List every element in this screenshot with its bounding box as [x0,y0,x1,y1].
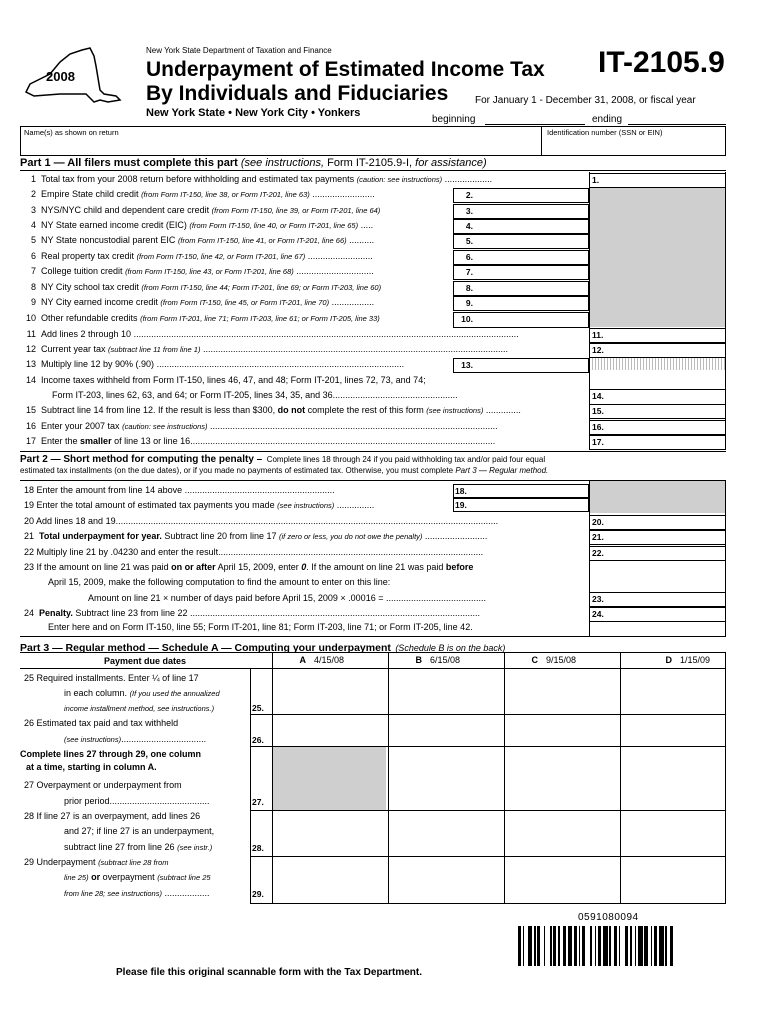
line-18-box-label: 18. [455,486,467,496]
line-28a: 28 If line 27 is an overpayment, add lines 26 [24,811,201,821]
part2-title: Part 2 — Short method for computing the penalty – Complete lines 18 through 24 if you paid withholding tax and/or paid four equal [20,454,546,465]
jurisdiction-yonkers: Yonkers [317,107,361,119]
barcode-bar [638,926,643,966]
line-24: 24 Penalty. Subtract line 23 from line 22 .................................................................................................................... [24,608,481,618]
barcode-bar [670,926,673,966]
barcode-bar [568,926,573,966]
line-6-field[interactable] [453,250,589,265]
part2-desc: estimated tax installments (on the due dates), or if you made no payments of estimated tax. Otherwise, you must complete Part 3 — Regular method. [20,466,549,475]
barcode-bar [609,926,611,966]
complete-note-2: at a time, starting in column A. [26,762,157,772]
line-4-field[interactable] [453,219,589,234]
line-10-field[interactable] [453,312,589,328]
part1-line-11: 11 Add lines 2 through 10 .......................................................................................................................................................... [26,329,519,339]
line-14-box-label: 14. [592,391,604,401]
form-number: IT-2105.9 [598,46,725,79]
right-edge-rule [725,172,726,450]
barcode-bar [603,926,608,966]
hatched-area [589,358,726,370]
line-1-box-label: 1. [592,175,600,185]
part1-line-7: 7 College tuition credit (from Form IT-150, line 43, or Form IT-201, line 68) ............................... [30,266,374,276]
line-18: 18 Enter the amount from line 14 above ............................................................ [24,485,335,495]
line-27-col-b-field[interactable] [389,747,503,809]
barcode-bar [582,926,585,966]
ny-state-map-logo [20,44,124,110]
barcode-bar [625,926,628,966]
part1-line-13: 13 Multiply line 12 by 90% (.90) ................................................................................................... [25,359,405,369]
line-26-col-b-field[interactable] [389,715,503,745]
shaded-cell-27a [272,746,386,810]
line-28-col-d-field[interactable] [621,811,724,855]
barcode-bar [563,926,566,966]
line-29-col-c-field[interactable] [505,857,619,902]
part1-line-17: 16 Enter your 2007 tax (caution: see instructions) ................................................................................................................... [25,421,498,431]
line-17-box-label: 17. [592,437,604,447]
line-23-box-label: 23. [592,594,604,604]
barcode-bar [654,926,657,966]
line-25-col-b-field[interactable] [389,669,503,713]
barcode-bar [590,926,592,966]
part3-title: Part 3 — Regular method — Schedule A — Computing your underpayment (Schedule B is on the back) [20,642,506,654]
line-9-box-label: 9. [465,298,473,308]
line-29c: from line 28; see instructions) .................. [64,888,210,898]
part2-mid-rule [589,481,590,636]
barcode-bar [534,926,536,966]
line-9-field[interactable] [453,296,589,311]
line-25b: in each column. (If you used the annualized [64,688,220,698]
part1-line-14: 14 Income taxes withheld from Form IT-150, lines 46, 47, and 48; Form IT-201, lines 72, 73, and 74; [25,375,426,385]
line-26b: (see instructions).................................. [64,734,207,744]
line-25-box-label: 25. [252,703,264,713]
part1-line-15: Form IT-203, lines 62, 63, and 64; or Form IT-205, lines 34, 35, and 36.................................................. [52,390,458,400]
line-27b: prior period........................................ [64,796,210,806]
id-number-label: Identification number (SSN or EIN) [547,128,663,137]
payment-due-dates-label: Payment due dates [104,656,187,666]
line-26a: 26 Estimated tax paid and tax withheld [24,718,179,728]
barcode-bar [553,926,556,966]
line-26-col-c-field[interactable] [505,715,619,745]
line-29-box-label: 29. [252,889,264,899]
line-27a: 27 Overpayment or underpayment from [24,780,182,790]
column-header-a: A 4/15/08 [299,655,345,665]
line-25-col-d-field[interactable] [621,669,724,713]
line-28-col-b-field[interactable] [389,811,503,855]
part1-line-8: 8 NY City school tax credit (from Form IT-150, line 44; Form IT-201, line 69; or Form IT-203, line 60) [30,282,382,292]
line-23-calc: Amount on line 21 × number of days paid before April 15, 2009 × .00016 = ........................................ [88,593,486,603]
line-3-box-label: 3. [465,206,473,216]
line-19-box-label: 19. [455,500,467,510]
line-20: 20 Add lines 18 and 19......................................................................................................................................................... [24,516,499,526]
barcode-bar [574,926,577,966]
shaded-area-right [589,188,726,327]
part3-rule-top [20,636,726,637]
line-3-field[interactable] [453,204,589,219]
ending-date-field[interactable] [628,124,726,125]
line-26-col-d-field[interactable] [621,715,724,745]
line-29b: line 25) or overpayment (subtract line 25 [64,872,211,882]
barcode-bar [537,926,540,966]
column-header-d: D 1/15/09 [665,655,711,665]
complete-note-1: Complete lines 27 through 29, one column [20,749,202,759]
part1-line-9: 9 NY City earned income credit (from Form IT-150, line 45, or Form IT-201, line 70) ................. [30,297,375,307]
schedule-column-rule [725,653,726,903]
line-27-col-d-field[interactable] [621,747,724,809]
line-28c: subtract line 27 from line 26 (see instr.) [64,842,213,852]
part1-title: Part 1 — All filers must complete this part (see instructions, Form IT-2105.9-I, for assistance) [20,157,487,169]
line-4-box-label: 4. [465,221,473,231]
line-28-col-c-field[interactable] [505,811,619,855]
line-10-box-label: 10. [461,314,473,324]
line-2-field[interactable] [453,188,589,203]
line-29a: 29 Underpayment (subtract line 28 from [24,857,169,867]
line-7-field[interactable] [453,265,589,280]
part1-rule [20,170,726,171]
part2-right-rule [725,481,726,636]
line-15-box-label: 15. [592,406,604,416]
line-8-box-label: 8. [465,283,473,293]
line-28b: and 27; if line 27 is an underpayment, [64,826,215,836]
line-28-col-a-field[interactable] [273,811,387,855]
barcode-bar [558,926,560,966]
line-2-box-label: 2. [465,190,473,200]
barcode-bar [528,926,533,966]
line-28-box-label: 28. [252,843,264,853]
line-6-box-label: 6. [465,252,473,262]
line-19: 19 Enter the total amount of estimated tax payments you made (see instructions) ............... [24,500,375,510]
line-26-col-a-field[interactable] [273,715,387,745]
shaded-area-right-2 [589,481,726,513]
beginning-date-field[interactable] [485,124,585,125]
names-label: Name(s) as shown on return [24,128,119,137]
part1-line-10: 10 Other refundable credits (from Form IT-201, line 71; Form IT-203, line 61; or Form IT-205, line 33) [25,313,380,323]
file-note: Please file this original scannable form with the Tax Department. [116,967,423,978]
part1-line-16: 15 Subtract line 14 from line 12. If the result is less than $300, do not complete the rest of this form (see instructions) .............. [25,405,521,415]
part1-line-6: 6 Real property tax credit (from Form IT-150, line 42, or Form IT-201, line 67) .......................... [30,251,373,261]
barcode-bar [651,926,653,966]
column-header-c: C 9/15/08 [531,655,577,665]
line-20-box-label: 20. [592,517,604,527]
schedule-row-rule [250,903,726,904]
line-22: 22 Multiply line 21 by .04230 and enter the result.......................................................................................................... [24,547,484,557]
tax-year-text: For January 1 - December 31, 2008, or fiscal year [475,95,696,106]
line-23-cont: April 15, 2009, make the following computation to find the amount to enter on this line: [48,577,391,587]
line-21: 21 Total underpayment for year. Subtract line 20 from line 17 (if zero or less, you do not owe the penalty) ......................... [24,531,488,541]
barcode-bar [630,926,632,966]
part1-line-1: 1 Total tax from your 2008 return before withholding and estimated tax payments (caution: see instructions) ................... [30,174,493,184]
line-5-box-label: 5. [465,236,473,246]
barcode-bar [644,926,647,966]
line-16-box-label: 16. [592,422,604,432]
form-title-line2: By Individuals and Fiduciaries [146,82,449,105]
jurisdictions [146,107,360,119]
barcode-bar [518,926,521,966]
jurisdiction-nyc: New York City [235,107,309,119]
part1-line-12: 12 Current year tax (subtract line 11 from line 1) .......................................................................................................................... [25,344,509,354]
schedule-column-rule [250,668,251,903]
barcode-bar [595,926,597,966]
bullet-icon: • [228,107,232,119]
barcode-bar [550,926,552,966]
line-29-col-b-field[interactable] [389,857,503,902]
line-25a: 25 Required installments. Enter ¼ of line 17 [24,673,199,683]
barcode-bar [635,926,637,966]
line-25-col-c-field[interactable] [505,669,619,713]
barcode-bar [614,926,617,966]
line-12-box-label: 12. [592,345,604,355]
line-23: 23 If the amount on line 21 was paid on or after April 15, 2009, enter 0. If the amount on line 21 was paid before [24,562,474,572]
barcode-bar [523,926,525,966]
barcode-bar [544,926,546,966]
line-11-box-label: 11. [592,330,604,340]
part1-line-4: 4 NY State earned income credit (EIC) (from Form IT-150, line 40, or Form IT-201, line 65) ..... [30,220,374,230]
barcode-number: 0591080094 [578,912,639,923]
line-25-col-a-field[interactable] [273,669,387,713]
line-29-col-a-field[interactable] [273,857,387,902]
part1-line-5: 5 NY State noncustodial parent EIC (from Form IT-150, line 41, or Form IT-201, line 66) .......... [30,235,375,245]
beginning-label: beginning [432,114,476,125]
line-27-box-label: 27. [252,797,264,807]
part1-line-18: 17 Enter the smaller of line 13 or line 16.......................................................................................................................... [25,436,496,446]
line-13-field[interactable] [453,358,589,373]
line-26-box-label: 26. [252,735,264,745]
line-7-box-label: 7. [465,267,473,277]
column-header-b: B 6/15/08 [415,655,461,665]
barcode-bar [665,926,667,966]
bullet-icon: • [311,107,315,119]
line-24-box-label: 24. [592,609,604,619]
mid-column-rule [589,172,590,450]
barcode-bar [579,926,581,966]
line-22-box-label: 22. [592,548,604,558]
jurisdiction-nys: New York State [146,107,226,119]
line-29-col-d-field[interactable] [621,857,724,902]
form-title-line1: Underpayment of Estimated Income Tax [146,58,545,81]
line-24-note: Enter here and on Form IT-150, line 55; Form IT-201, line 81; Form IT-203, line 71; or Form IT-205, line 42. [48,622,473,632]
barcode-bar [659,926,664,966]
part1-line-2: 2 Empire State child credit (from Form IT-150, line 38, or Form IT-201, line 63) ......................... [30,189,375,199]
department-name: New York State Department of Taxation and Finance [146,46,332,55]
barcode-bar [619,926,621,966]
line-5-field[interactable] [453,234,589,249]
ending-label: ending [592,114,623,125]
tax-year: 2008 [46,69,75,84]
line-27-col-c-field[interactable] [505,747,619,809]
line-8-field[interactable] [453,281,589,296]
part1-line-3: 3 NYS/NYC child and dependent care credit (from Form IT-150, line 39, or Form IT-201, line 64) [30,205,381,215]
line-21-box-label: 21. [592,532,604,542]
barcode [518,926,726,972]
line-13-box-label: 13. [461,360,473,370]
line-25d: income installment method, see instructions.) [64,704,215,713]
barcode-bar [598,926,601,966]
